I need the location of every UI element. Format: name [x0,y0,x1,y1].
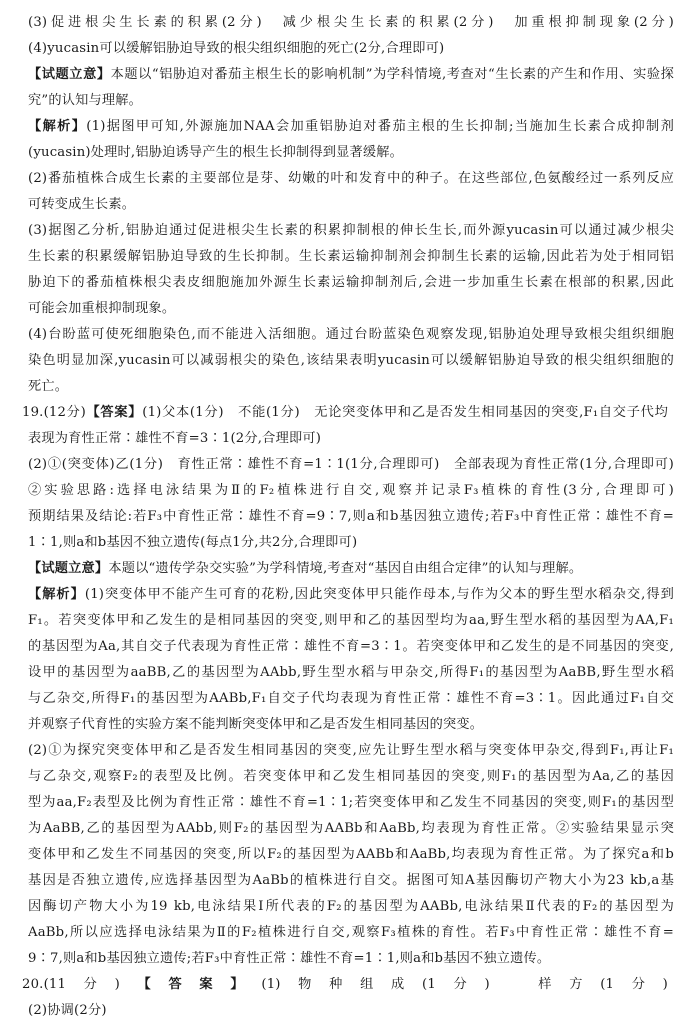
line-text: 本题以“铝胁迫对番茄主根生长的影响机制”为学科情境,考查对“生长素的产生和作用、实验探 [110,67,674,82]
text-line [28,244,674,270]
text-line [28,10,674,36]
text-line [28,374,674,400]
line-text: 设甲的基因型为aaBB,乙的基因型为AAbb,野生型水稻与甲杂交,所得F₁的基因型为AaBB,野生型水稻 [28,665,674,680]
text-line [28,530,674,556]
line-text: 因酶切产物大小为19 kb,电泳结果Ⅰ所代表的F₂的基因型为AABb,电泳结果Ⅱ代表的F₂的基因型为 [28,899,674,914]
line-text: (2)①为探究突变体甲和乙是否发生相同基因的突变,应先让野生型水稻与突变体甲杂交,得到F₁,再让F₁ [28,743,674,758]
line-text: 本题以“遗传学杂交实验”为学科情境,考查对“基因自由组合定律”的认知与理解。 [108,561,583,576]
line-text: (1)物种组成(1分) 样方(1分) [261,977,668,992]
line-text: 染色明显加深,yucasin可以减弱根尖的染色,该结果表明yucasin可以缓解铝胁迫导致的根尖组织细胞的 [28,353,674,368]
text-line [28,946,674,972]
line-text: 生长素的积累缓解铝胁迫导致的生长抑制。生长素运输抑制剂会抑制生长素的运输,因此若为处于相同铝 [28,249,674,264]
line-text: (2)协调(2分) [28,1003,107,1018]
line-text: 究”的认知与理解。 [28,93,143,108]
line-text: 死亡。 [28,379,69,394]
text-line [28,166,674,192]
line-text: (3)促进根尖生长素的积累(2分) 减少根尖生长素的积累(2分) 加重根抑制现象(2分) [28,15,674,30]
text-line [28,686,674,712]
text-line [28,426,674,452]
text-line [28,36,674,62]
section-label: 【答案】 [119,977,262,992]
line-text: 并观察子代育性的实验方案不能判断突变体甲和乙是否发生相同基因的突变。 [28,717,484,732]
line-text: (1)突变体甲不能产生可育的花粉,因此突变体甲只能作母本,与作为父本的野生型水稻杂交,得到 [84,587,674,602]
text-line [28,452,674,478]
text-line [22,400,668,426]
line-text: 预期结果及结论:若F₃中育性正常∶雄性不育=9∶7,则a和b基因独立遗传;若F₃中育性正常∶雄性不育= [28,509,674,524]
text-line [28,816,674,842]
line-text: (2)①(突变体)乙(1分) 育性正常∶雄性不育=1∶1(1分,合理即可) 全部表现为育性正常(1分,合理即可) [28,457,674,472]
text-line [28,114,674,140]
line-text: 基因是否独立遗传,应选择基因型为AaBb的植株进行自交。据图可知A基因酶切产物大小为23 kb,a基 [28,873,674,888]
section-label: 【解析】 [28,119,87,134]
line-text: (3)据图乙分析,铝胁迫通过促进根尖生长素的积累抑制根的伸长生长,而外源yucasin可以通过减少根尖 [28,223,674,238]
line-text: 变体甲和乙发生不同基因的突变,所以F₂的基因型为AABb和AaBb,均表现为育性正常。为了探究a和b [28,847,674,862]
text-line [28,660,674,686]
line-text: (1)父本(1分) 不能(1分) 无论突变体甲和乙是否发生相同基因的突变,F₁自交子代均 [142,405,668,420]
line-text: (yucasin)处理时,铝胁迫诱导产生的根生长抑制得到显著缓解。 [28,145,404,160]
text-line [28,920,674,946]
text-line [28,322,674,348]
line-text: 胁迫下的番茄植株根尖表皮细胞施加外源生长素运输抑制剂后,会进一步加重生长素在根部的积累,因此 [28,275,674,290]
section-label: 【解析】 [28,587,85,602]
section-label: 【试题立意】 [28,67,111,82]
text-line [28,218,674,244]
line-text: 与乙杂交,观察F₂的表型及比例。若突变体甲和乙发生相同基因的突变,则F₁的基因型为Aa,乙的基因 [28,769,674,784]
line-text: 1∶1,则a和b基因不独立遗传(每点1分,共2分,合理即可) [28,535,358,550]
text-line [28,556,674,582]
text-line [28,504,674,530]
text-line [28,790,674,816]
text-line [28,88,674,114]
text-line [28,270,674,296]
line-text: (2)番茄植株合成生长素的主要部位是芽、幼嫩的叶和发育中的种子。在这些部位,色氨酸经过一系列反应 [28,171,674,186]
line-text: (4)台盼蓝可使死细胞染色,而不能进入活细胞。通过台盼蓝染色观察发现,铝胁迫处理导致根尖组织细胞 [28,327,674,342]
line-text: 与乙杂交,所得F₁的基因型为AABb,F₁自交子代均表现为育性正常∶雄性不育=3∶1。因此通过F₁自交 [28,691,674,706]
text-line [22,972,668,998]
line-text: 为AaBB,乙的基因型为AAbb,则F₂的基因型为AABb和AaBb,均表现为育性正常。②实验结果显示突 [28,821,674,836]
line-text: 20.(11分) [22,977,120,992]
text-line [28,296,674,322]
text-line [28,738,674,764]
text-line [28,62,674,88]
text-line [28,842,674,868]
line-text: AaBb,所以应选择电泳结果为Ⅱ的F₂植株进行自交,观察F₃植株的育性。若F₃中育性正常∶雄性不育= [28,925,674,940]
line-text: ②实验思路:选择电泳结果为Ⅱ的F₂植株进行自交,观察并记录F₃植株的育性(3分,合理即可) [28,483,674,498]
line-text: 19.(12分) [22,405,86,420]
text-line [28,478,674,504]
text-line [28,192,674,218]
text-line [28,868,674,894]
section-label: 【答案】 [85,405,143,420]
text-line [28,634,674,660]
text-line [28,608,674,634]
text-line [28,894,674,920]
line-text: F₁。若突变体甲和乙发生的是相同基因的突变,则甲和乙的基因型均为aa,野生型水稻的基因型为AA,F₁ [28,613,674,628]
text-line [28,348,674,374]
text-line [28,140,674,166]
text-line [28,764,674,790]
line-text: (1)据图甲可知,外源施加NAA会加重铝胁迫对番茄主根的生长抑制;当施加生长素合成抑制剂 [86,119,674,134]
line-text: 型为aa,F₂表型及比例为育性正常∶雄性不育=1∶1;若突变体甲和乙发生不同基因的突变,则F₁的基因型 [28,795,674,810]
line-text: 9∶7,则a和b基因独立遗传;若F₃中育性正常∶雄性不育=1∶1,则a和b基因不独立遗传。 [28,951,551,966]
line-text: 可转变成生长素。 [28,197,136,212]
line-text: (4)yucasin可以缓解铝胁迫导致的根尖组织细胞的死亡(2分,合理即可) [28,41,445,56]
section-label: 【试题立意】 [28,561,109,576]
line-text: 的基因型为Aa,其自交子代表现为育性正常∶雄性不育=3∶1。若突变体甲和乙发生的是不同基因的突变, [28,639,674,654]
line-text: 可能会加重根抑制现象。 [28,301,176,316]
text-line [28,582,674,608]
text-line [28,712,674,738]
line-text: 表现为育性正常∶雄性不育=3∶1(2分,合理即可) [28,431,322,446]
